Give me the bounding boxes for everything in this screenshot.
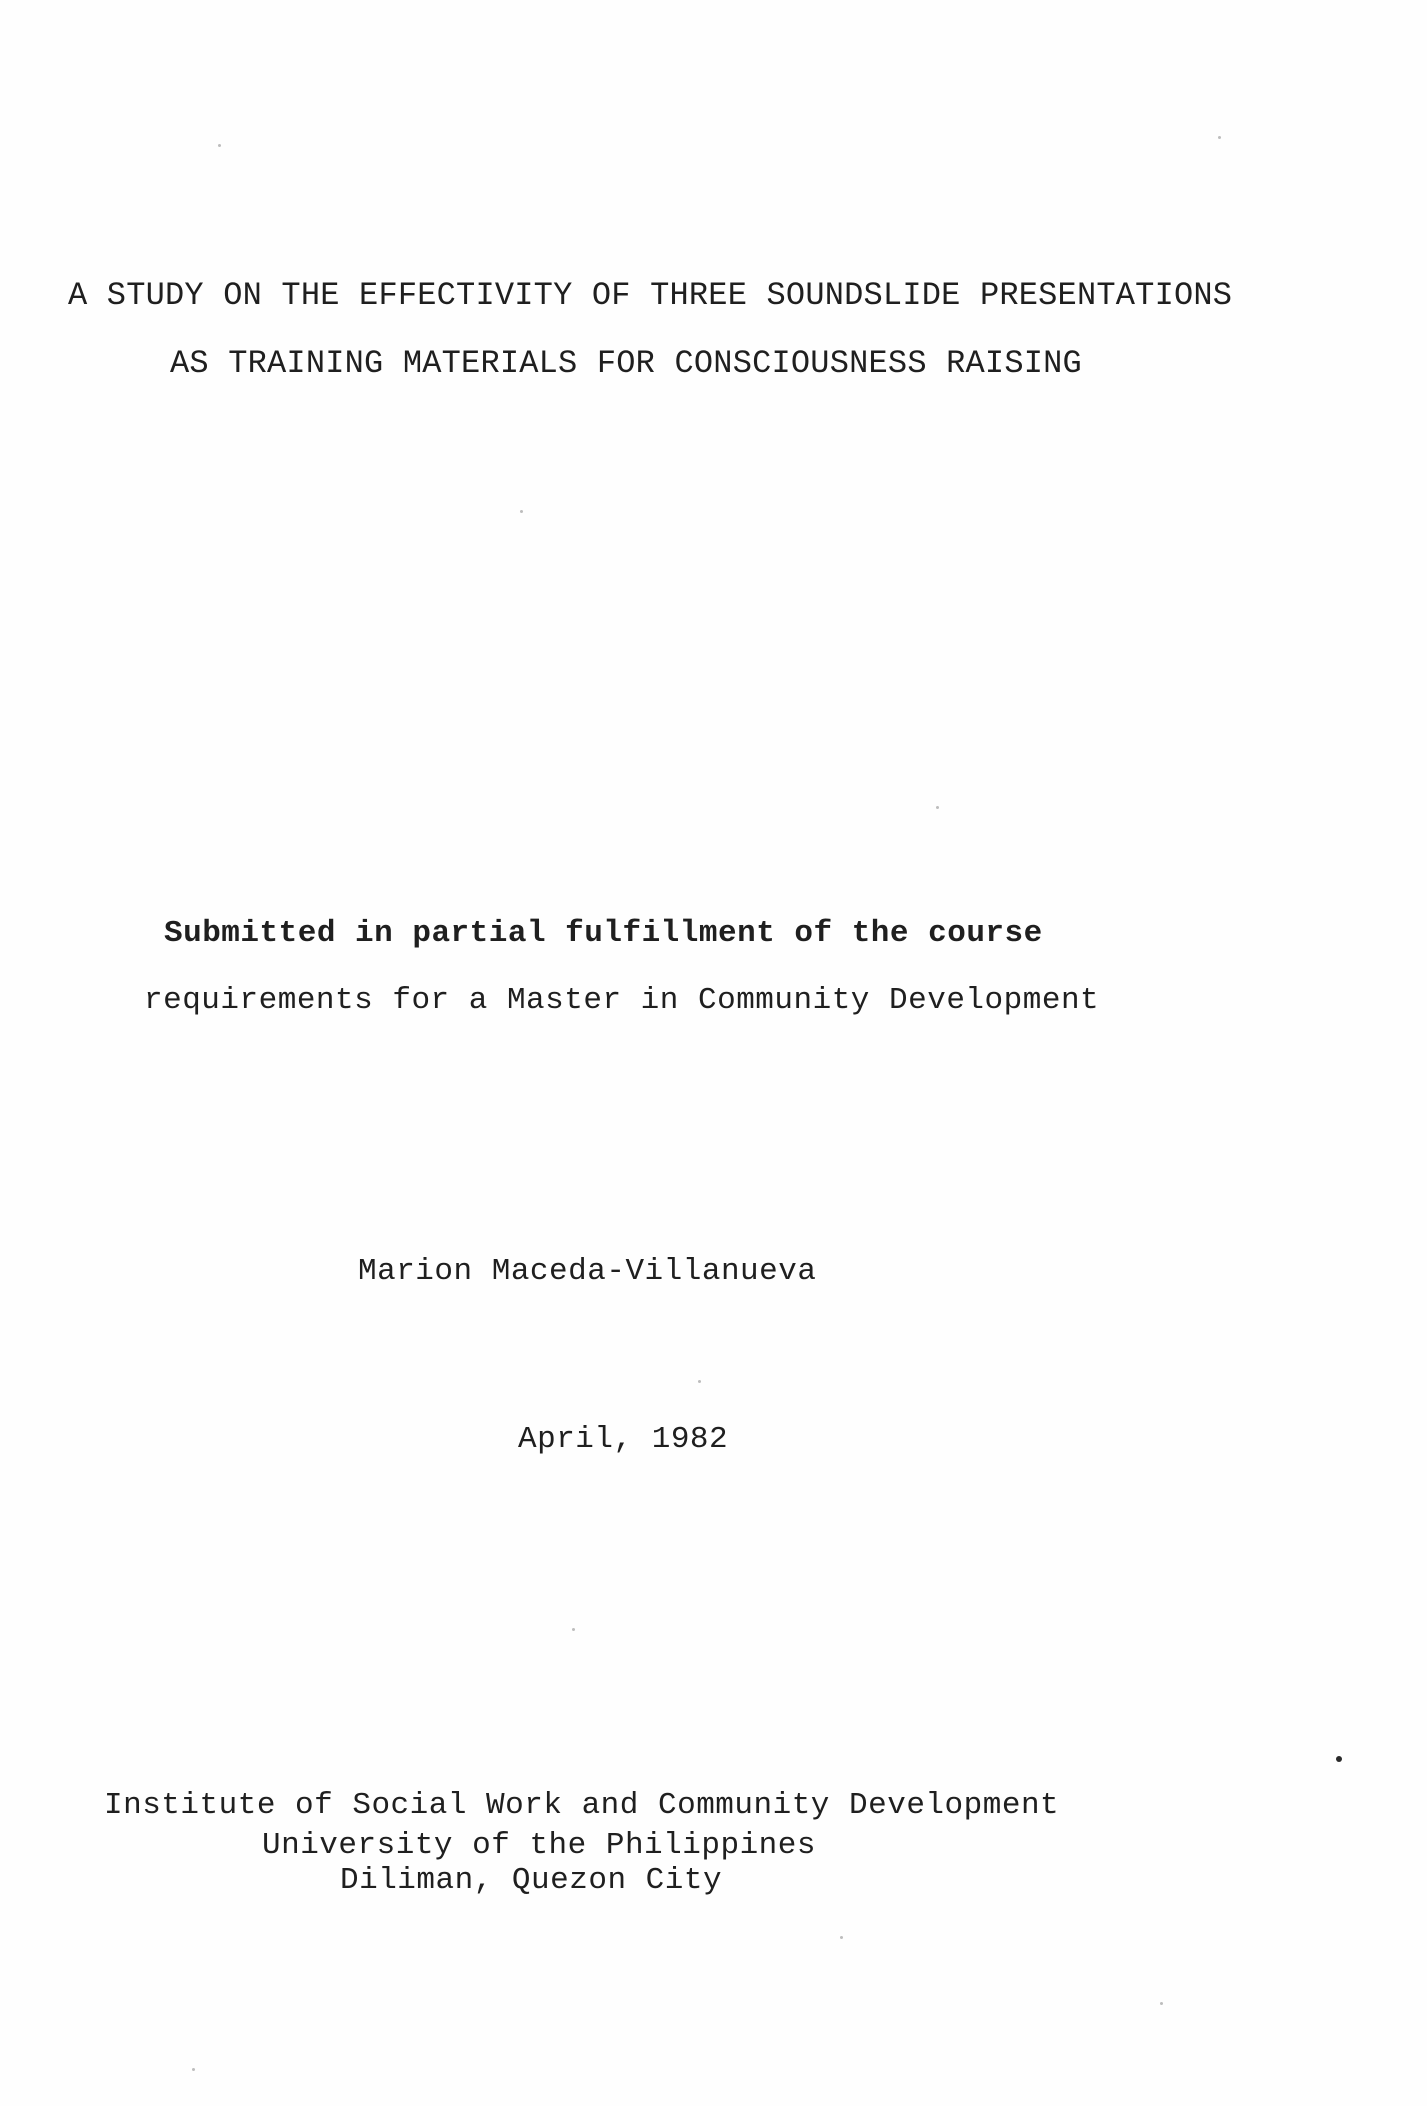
author-name: Marion Maceda-Villanueva bbox=[358, 1254, 817, 1289]
scan-speck bbox=[840, 1936, 843, 1939]
submission-line-1: Submitted in partial fulfillment of the course bbox=[164, 916, 1043, 951]
scan-speck bbox=[218, 144, 221, 147]
scan-speck bbox=[936, 806, 939, 809]
institution-line-3: Diliman, Quezon City bbox=[340, 1863, 723, 1898]
institution-line-2: University of the Philippines bbox=[262, 1828, 816, 1863]
scan-speck bbox=[572, 1628, 575, 1631]
title-line-1: A STUDY ON THE EFFECTIVITY OF THREE SOUNDSLIDE PRESENTATIONS bbox=[68, 277, 1233, 314]
scan-speck bbox=[1336, 1756, 1342, 1762]
submission-date: April, 1982 bbox=[518, 1422, 729, 1457]
title-line-2: AS TRAINING MATERIALS FOR CONSCIOUSNESS RAISING bbox=[170, 345, 1082, 382]
institution-line-1: Institute of Social Work and Community Development bbox=[104, 1788, 1060, 1823]
scan-speck bbox=[192, 2068, 195, 2071]
scan-speck bbox=[698, 1380, 701, 1383]
scan-speck bbox=[1218, 136, 1221, 139]
scan-speck bbox=[1160, 2002, 1163, 2005]
submission-line-2: requirements for a Master in Community Development bbox=[144, 983, 1100, 1018]
scan-speck bbox=[520, 510, 523, 513]
